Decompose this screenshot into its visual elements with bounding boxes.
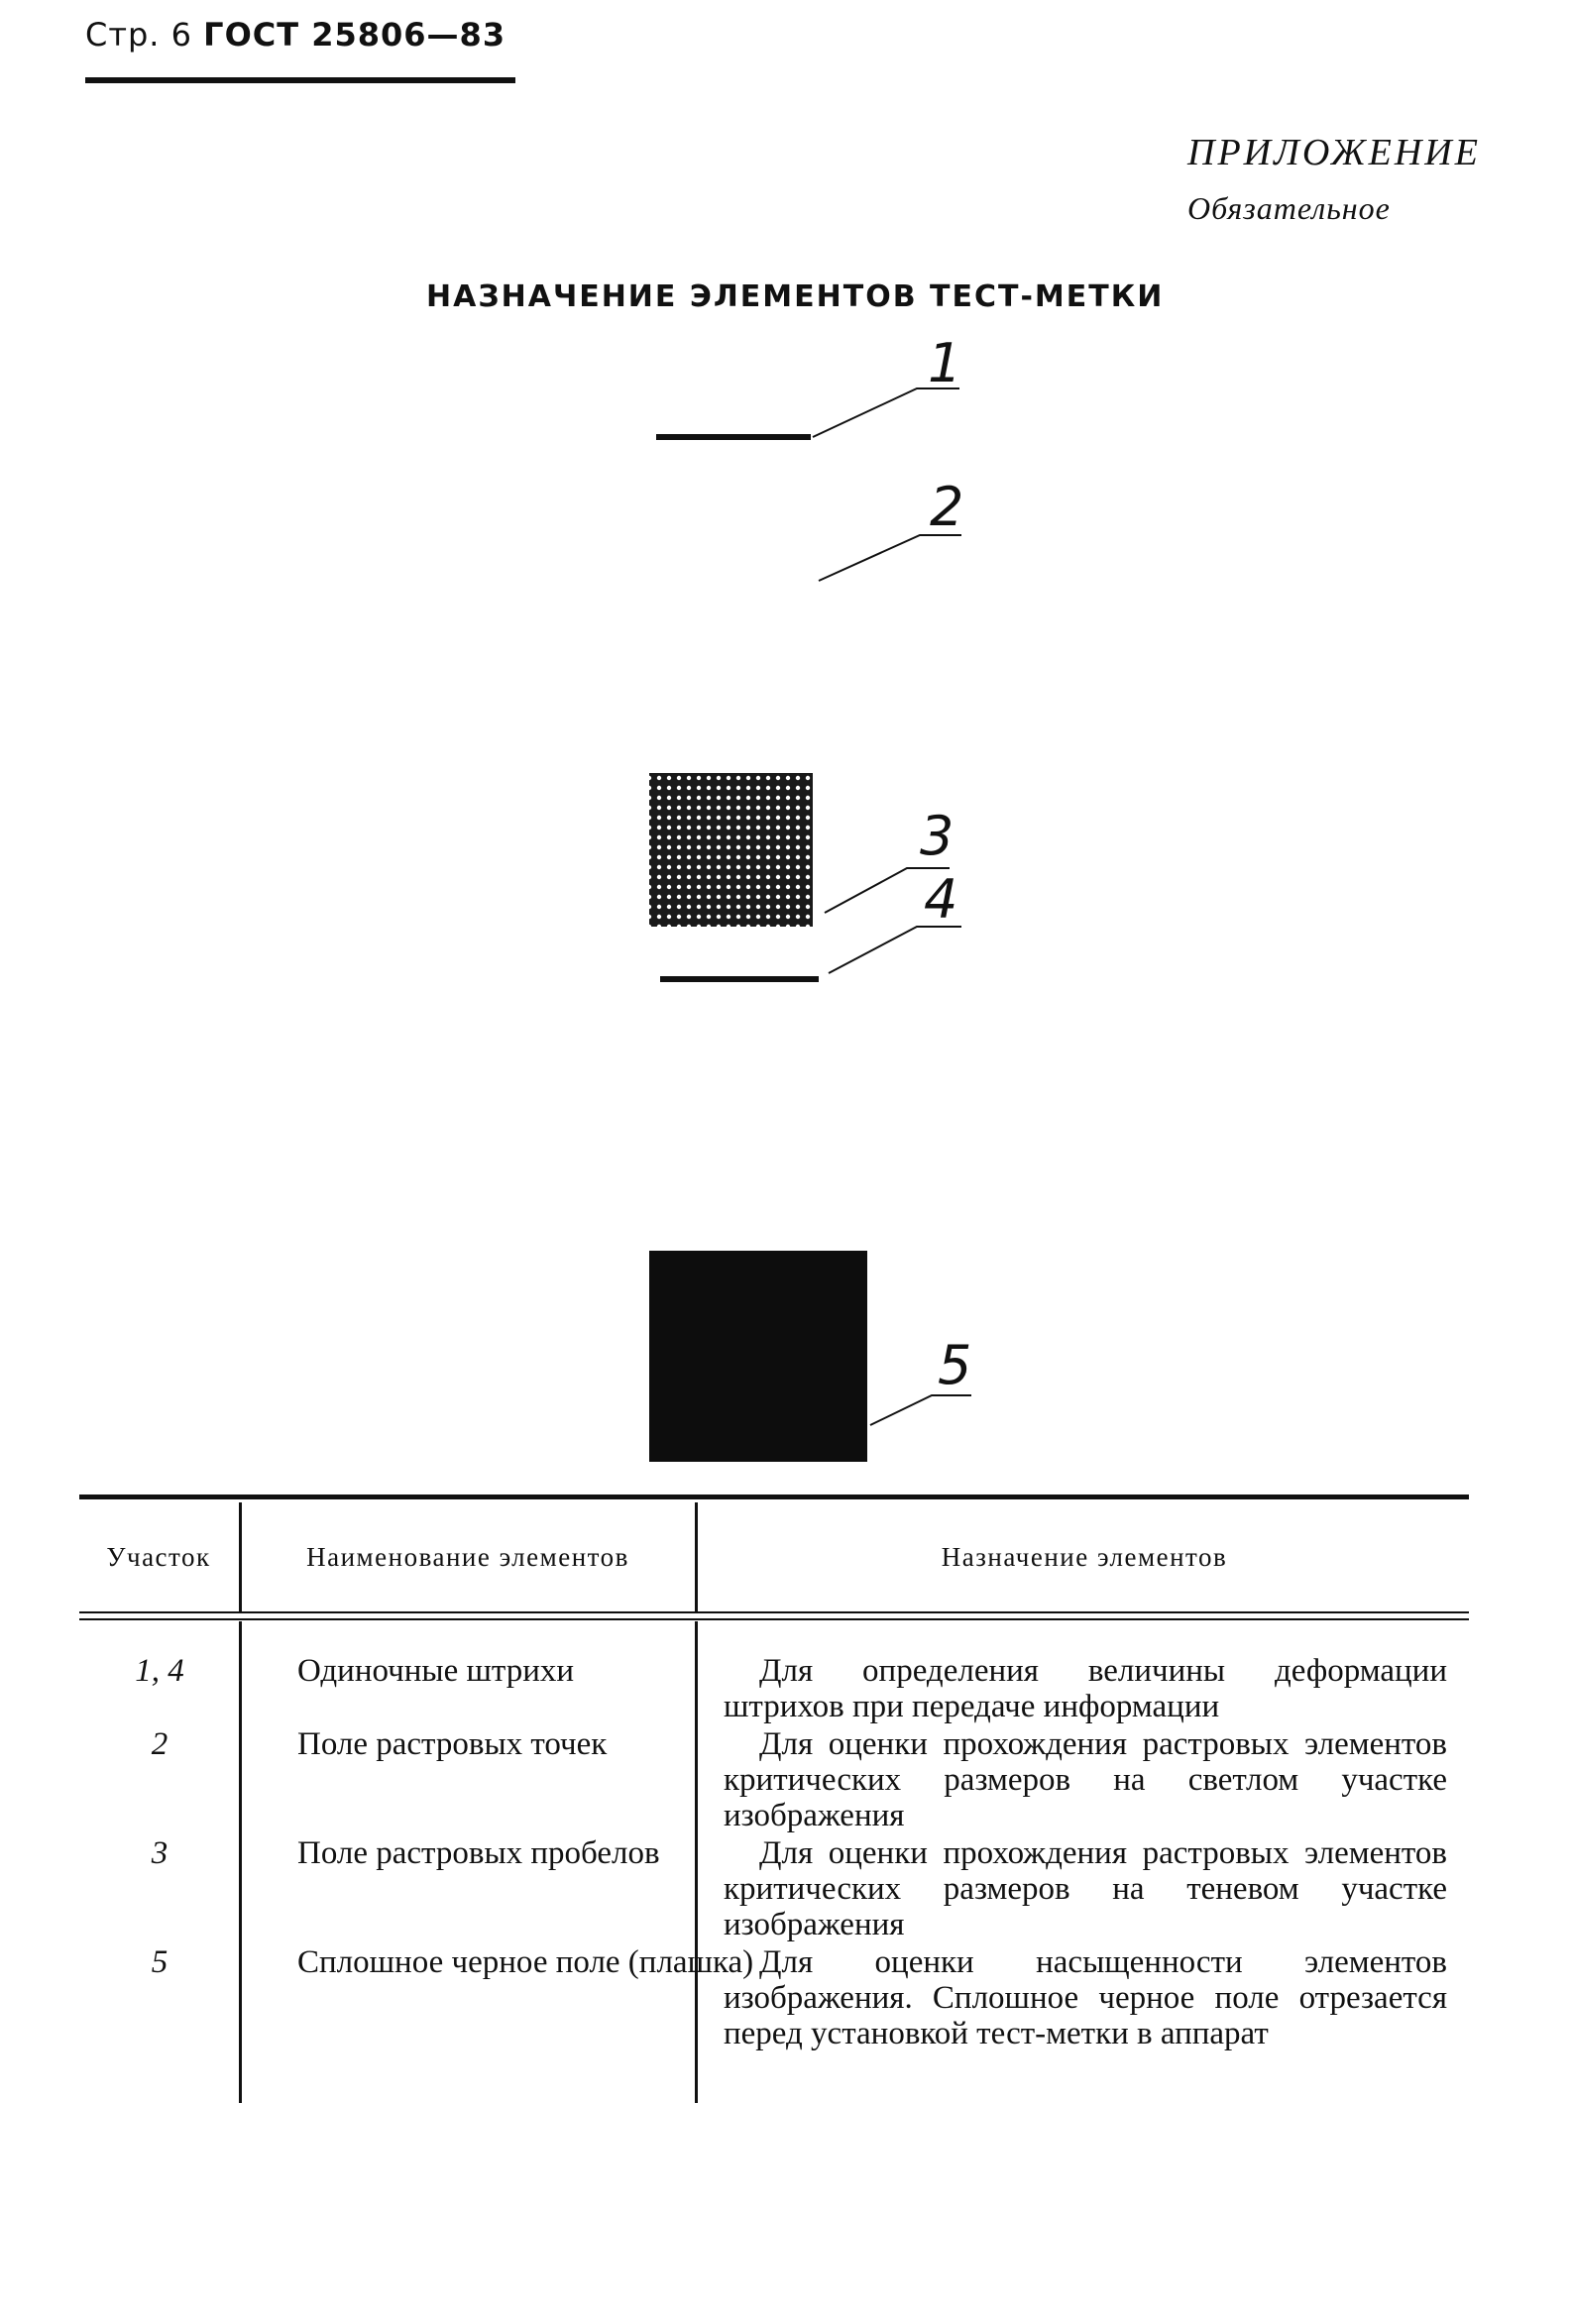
column-divider-1	[239, 1502, 242, 1611]
callout-4: 4	[924, 868, 958, 931]
column-header-purpose: Назначение элементов	[941, 1542, 1228, 1572]
name-cell: Сплошное черное поле (плашка)	[297, 1944, 754, 1980]
callout-2: 2	[930, 476, 964, 538]
purpose-cell: Для определения величины деформации штрихов при передаче информации	[724, 1653, 1447, 1724]
column-header-name: Наименование элементов	[306, 1542, 629, 1572]
page-label: Стр. 6	[85, 16, 192, 54]
callout-1: 1	[928, 332, 962, 394]
callout-5: 5	[938, 1334, 972, 1396]
column-header-area: Участок	[106, 1542, 211, 1572]
header-rule-top	[79, 1611, 1469, 1613]
callout-3: 3	[920, 805, 954, 867]
standard-number: ГОСТ 25806—83	[203, 16, 506, 54]
leader-line-1	[813, 388, 959, 437]
purpose-cell: Для оценки насыщенности элементов изображения. Сплошное черное поле отрезается перед установкой тест-метки в аппарат	[724, 1944, 1447, 2051]
appendix-title: ПРИЛОЖЕНИЕ	[1187, 132, 1481, 173]
section-title: НАЗНАЧЕНИЕ ЭЛЕМЕНТОВ ТЕСТ-МЕТКИ	[426, 279, 1165, 314]
solid-black-field	[649, 1251, 867, 1462]
name-cell: Поле растровых пробелов	[297, 1835, 660, 1871]
column-divider-1-body	[239, 1621, 242, 2103]
halftone-gap-field	[649, 773, 813, 927]
column-divider-2	[695, 1502, 698, 1611]
name-cell: Поле растровых точек	[297, 1726, 608, 1762]
appendix-status: Обязательное	[1187, 190, 1391, 226]
area-cell: 1, 4	[135, 1653, 184, 1689]
header-rule-bottom	[79, 1618, 1469, 1620]
table-top-rule	[79, 1494, 1469, 1499]
area-cell: 3	[151, 1835, 168, 1871]
purpose-cell: Для оценки прохождения растровых элементов критических размеров на светлом участке изображения	[724, 1726, 1447, 1833]
name-cell: Одиночные штрихи	[297, 1653, 575, 1689]
purpose-cell: Для оценки прохождения растровых элементов критических размеров на теневом участке изображения	[724, 1835, 1447, 1942]
leader-line-2	[819, 535, 961, 581]
leader-line-5	[870, 1395, 971, 1425]
area-cell: 5	[151, 1944, 168, 1980]
leader-line-4	[829, 927, 961, 973]
area-cell: 2	[151, 1726, 168, 1762]
